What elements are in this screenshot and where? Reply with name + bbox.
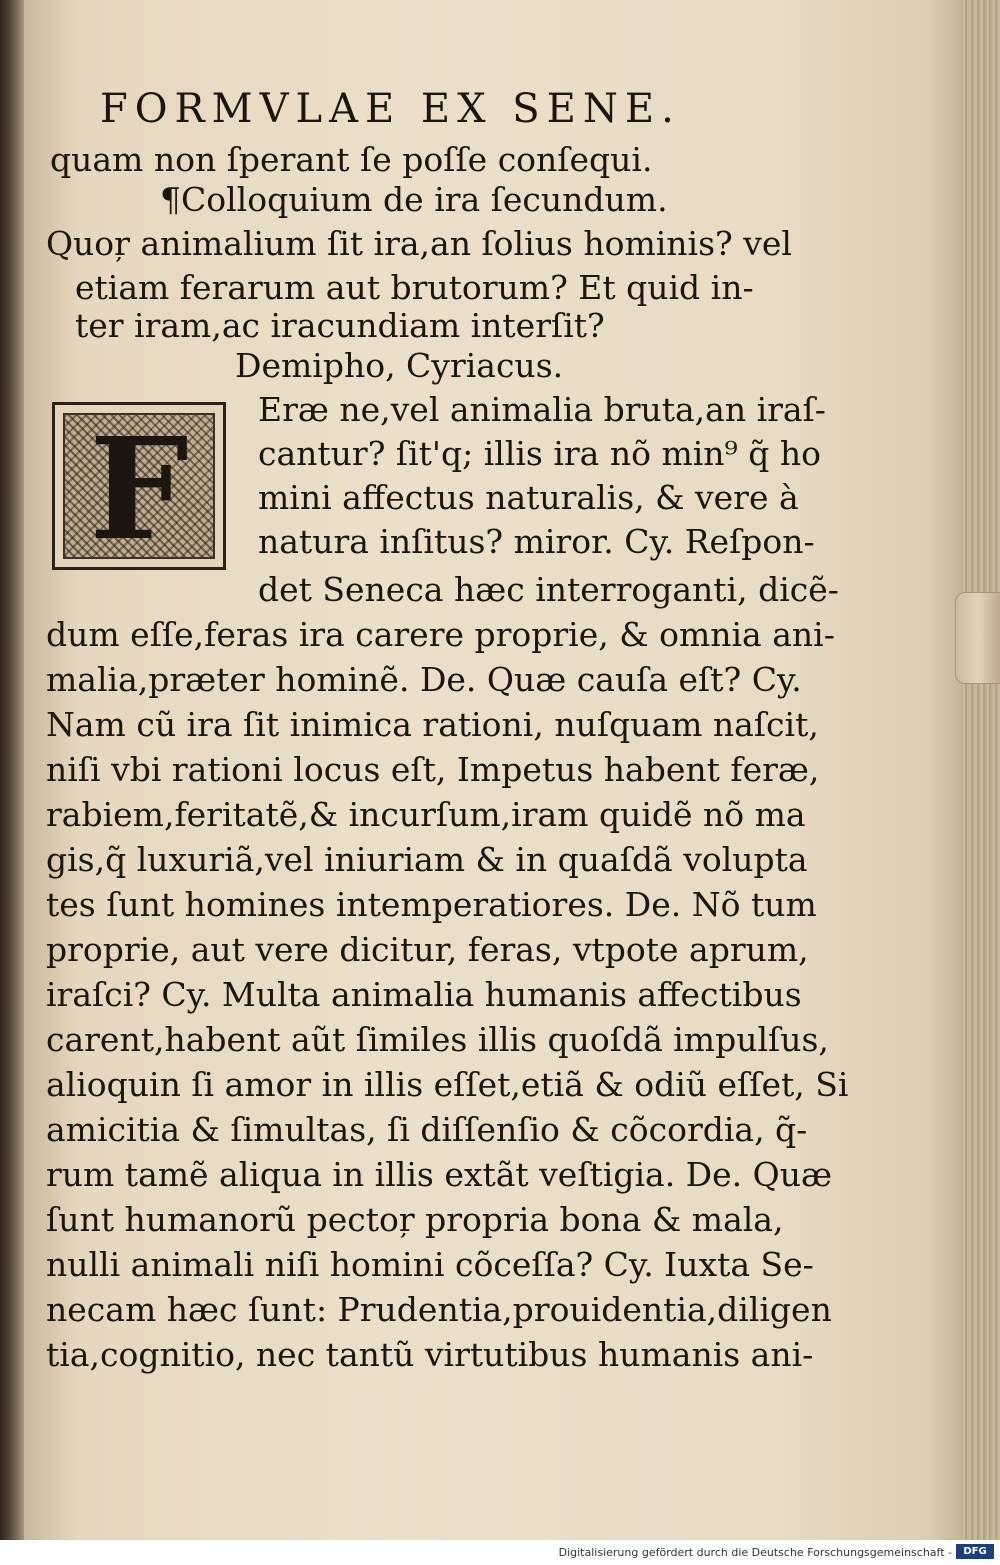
text-line: gis,q̃ luxuriã,vel iniuriam & in quaſdã volupta: [46, 840, 808, 879]
woodcut-pattern: [63, 408, 215, 572]
text-line: rabiem,feritatẽ,& incurſum,iram quidẽ nõ ma: [46, 795, 806, 834]
dfg-logo-icon: DFG: [956, 1544, 994, 1559]
text-line: niſi vbi rationi locus eſt, Impetus habent feræ,: [46, 750, 820, 789]
text-line: Nam cũ ira ſit inimica rationi, nuſquam naſcit,: [46, 705, 819, 744]
text-line: amicitia & ſimultas, ſi diſſenſio & cõcordia, q̃-: [46, 1110, 808, 1149]
text-line: ter iram,ac iracundiam interſit?: [75, 306, 605, 345]
text-line: iraſci? Cy. Multa animalia humanis affectibus: [46, 975, 802, 1014]
text-line: mini affectus naturalis, & vere à: [258, 478, 799, 517]
text-line: tia,cognitio, nec tantũ virtutibus humanis ani-: [46, 1335, 814, 1374]
footer-credit: Digitalisierung gefördert durch die Deutsche Forschungsgemeinschaft -: [558, 1546, 952, 1559]
text-line: tes ſunt homines intemperatiores. De. Nõ tum: [46, 885, 817, 924]
initial-letter: F: [89, 408, 189, 572]
book-clasp: [955, 592, 1000, 684]
section-title: ¶Colloquium de ira ſecundum.: [160, 180, 668, 219]
text-line: dum eſſe,feras ira carere proprie, & omnia ani-: [46, 615, 835, 654]
text-line: Quoŗ animalium ſit ira,an ſolius hominis? vel: [46, 224, 792, 263]
text-line: ſunt humanorũ pectoŗ propria bona & mala,: [46, 1200, 784, 1239]
woodcut-initial-icon: [52, 402, 226, 570]
text-line: quam non ſperant ſe poſſe conſequi.: [50, 140, 653, 179]
text-line: det Seneca hæc interroganti, dicẽ-: [258, 570, 839, 609]
page-edges: [962, 0, 1000, 1540]
speakers-line: Demipho, Cyriacus.: [235, 346, 564, 385]
running-head: FORMVLAE EX SENE.: [100, 86, 681, 132]
text-line: etiam ferarum aut brutorum? Et quid in-: [75, 268, 754, 307]
text-line: alioquin ſi amor in illis eſſet,etiã & odiũ eſſet, Si: [46, 1065, 849, 1104]
text-line: malia,præter hominẽ. De. Quæ cauſa eſt? Cy.: [46, 660, 802, 699]
text-line: rum tamẽ aliqua in illis extãt veſtigia. De. Quæ: [46, 1155, 832, 1194]
book-binding: [0, 0, 26, 1565]
text-line: natura inſitus? miror. Cy. Reſpon-: [258, 522, 815, 561]
footer-bar: [0, 1540, 1000, 1565]
text-line: cantur? ſit'q; illis ira nõ min⁹ q̃ ho: [258, 434, 822, 473]
text-line: proprie, aut vere dicitur, feras, vtpote aprum,: [46, 930, 809, 969]
text-line: carent,habent aũt ſimiles illis quoſdã impulſus,: [46, 1020, 829, 1059]
text-line: Eræ ne,vel animalia bruta,an iraſ-: [258, 390, 826, 429]
text-line: nulli animali niſi homini cõceſſa? Cy. Iuxta Se-: [46, 1245, 814, 1284]
text-line: necam hæc ſunt: Prudentia,prouidentia,diligen: [46, 1290, 832, 1329]
